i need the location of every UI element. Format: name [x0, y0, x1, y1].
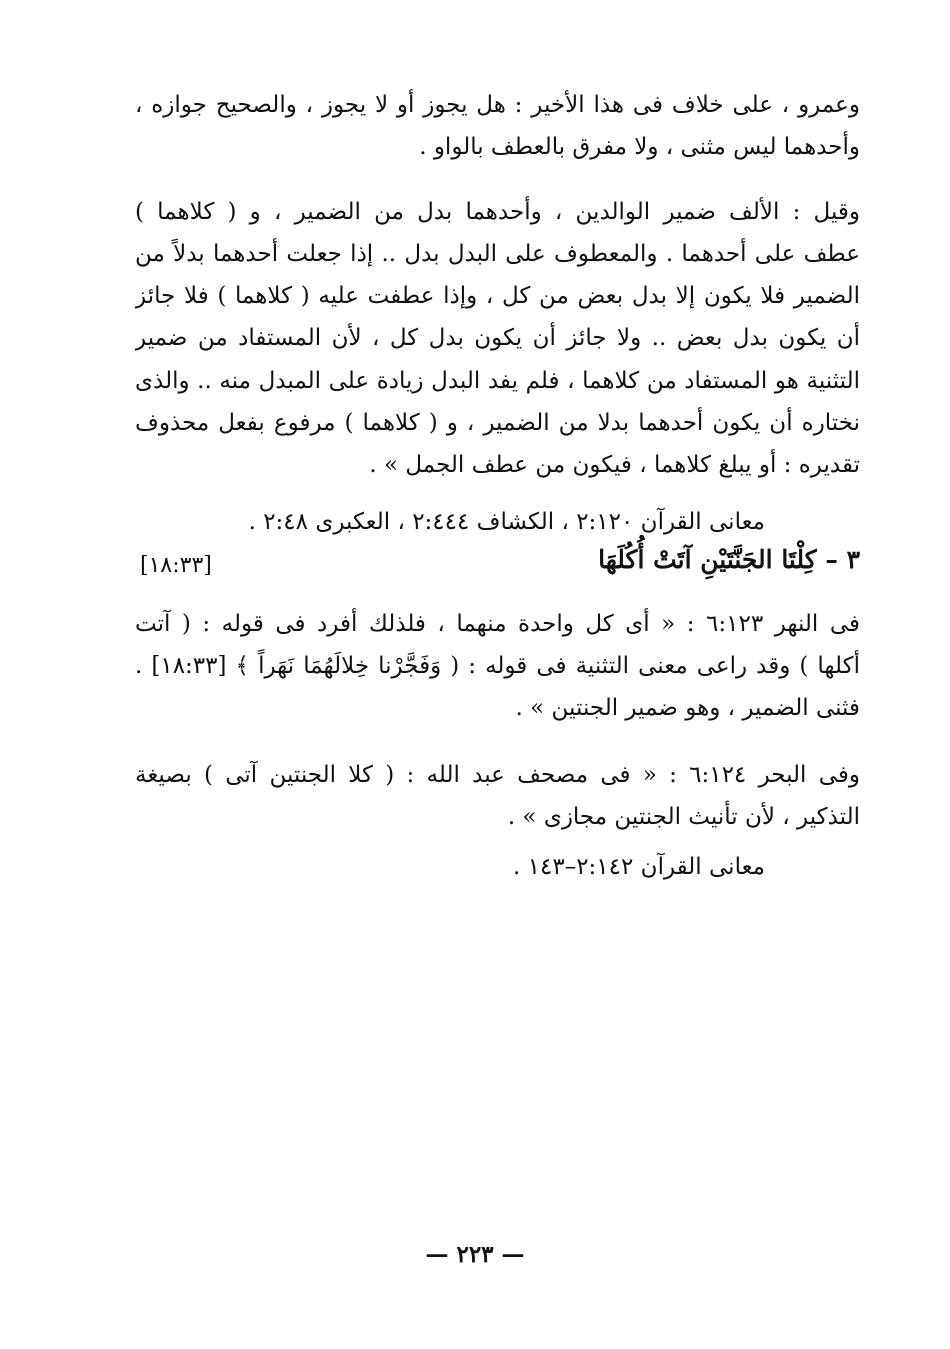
paragraph-3-line-2: أكلها ) وقد راعى معنى التثنية فى قوله : ( وَفَجَّرْنا خِلالَهُمَا نَهَراً ﴾ [١٨:٣٣] . [135, 653, 860, 679]
paragraph-1-line-1: وعمرو ، على خلاف فى هذا الأخير : هل يجوز أو لا يجوز ، والصحيح جوازه ، [135, 92, 860, 118]
paragraph-3-line-3: فثنى الضمير ، وهو ضمير الجنتين » . [515, 695, 860, 721]
verse-heading [135, 540, 860, 580]
paragraph-4-line-1: وفى البحر ٦:١٢٤ : « فى مصحف عبد الله : ( كلا الجنتين آتى ) بصيغة [135, 762, 860, 788]
source-citation-1: معانى القرآن ٢:١٢٠ ، الكشاف ٢:٤٤٤ ، العكبرى ٢:٤٨ . [248, 509, 765, 535]
page-number: — ٢٢٣ — [425, 1241, 525, 1268]
paragraph-2-line-4: أن يكون بدل بعض .. ولا جائز أن يكون بدل كل ، لأن المستفاد من ضمير [135, 325, 860, 351]
verse-reference: [١٨:٣٣] [140, 553, 212, 578]
source-citation-2: معانى القرآن ٢:١٤٢–١٤٣ . [513, 854, 765, 880]
paragraph-2-line-3: الضمير فلا يكون إلا بدل بعض من كل ، وإذا عطفت عليه ( كلاهما ) فلا جائز [135, 283, 860, 309]
paragraph-2-line-1: وقيل : الألف ضمير الوالدين ، وأحدهما بدل من الضمير ، و ( كلاهما ) [135, 199, 860, 225]
paragraph-2-line-5: التثنية هو المستفاد من كلاهما ، فلم يفد البدل زيادة على المبدل منه .. والذى [135, 368, 860, 394]
paragraph-1-line-2: وأحدهما ليس مثنى ، ولا مفرق بالعطف بالواو . [419, 134, 860, 160]
paragraph-2-line-2: عطف على أحدهما . والمعطوف على البدل بدل .. إذا جعلت أحدهما بدلاً من [135, 241, 860, 267]
paragraph-2-line-6: نختاره أن يكون أحدهما بدلا من الضمير ، و ( كلاهما ) مرفوع بفعل محذوف [135, 410, 860, 436]
paragraph-2-line-7: تقديره : أو يبلغ كلاهما ، فيكون من عطف الجمل » . [369, 452, 860, 478]
paragraph-4-line-2: التذكير ، لأن تأنيث الجنتين مجازى » . [507, 804, 860, 830]
paragraph-3-line-1: فى النهر ٦:١٢٣ : « أى كل واحدة منهما ، فلذلك أفرد فى قوله : ( آتت [135, 611, 860, 637]
verse-text: ٣ – كِلْتَا الجَنَّتَيْنِ آتَتْ أُكُلَهَا [598, 545, 860, 574]
